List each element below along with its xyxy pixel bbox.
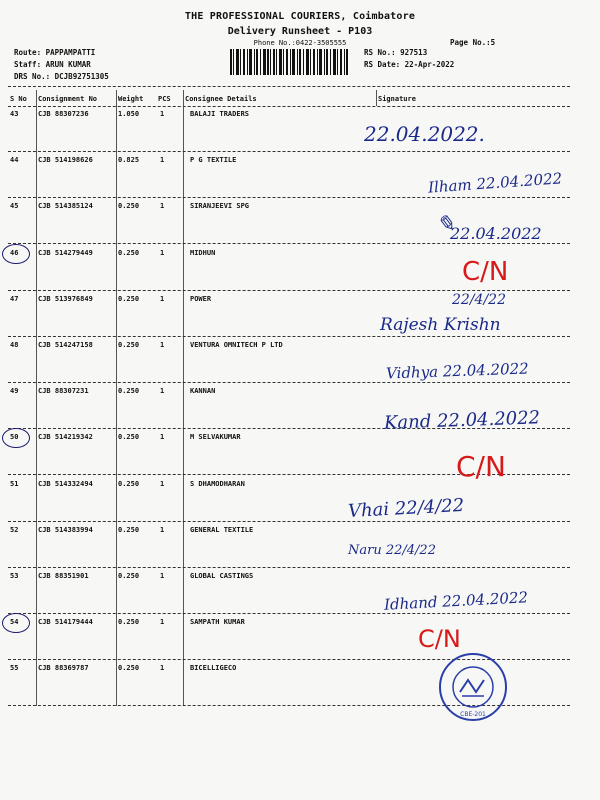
row-weight: 0.250 <box>118 202 140 211</box>
row-consignee: P G TEXTILE <box>190 156 237 165</box>
signature-51: Vhai 22/4/22 <box>347 494 465 523</box>
row-pcs: 1 <box>160 433 165 442</box>
row-weight: 0.250 <box>118 525 140 534</box>
signature-43: 22.04.2022. <box>364 122 485 146</box>
row-weight: 0.250 <box>118 618 140 627</box>
route-value: PAPPAMPATTI <box>45 48 96 57</box>
row-consignment-no: CJB 88307231 <box>38 387 89 396</box>
row-circle-mark <box>2 428 30 448</box>
row-pcs: 1 <box>160 664 165 673</box>
row-weight: 0.250 <box>118 479 140 488</box>
col-sno: S No <box>10 95 27 103</box>
row-consignment-no: CJB 514385124 <box>38 202 93 211</box>
row-sno: 48 <box>10 341 19 349</box>
col-divider-4 <box>376 90 377 106</box>
row-sno: 52 <box>10 525 19 534</box>
row-consignee: SAMPATH KUMAR <box>190 618 245 627</box>
row-sno: 43 <box>10 110 19 118</box>
row-consignee: GENERAL TEXTILE <box>190 525 254 534</box>
date-47: 22/4/22 <box>452 292 506 308</box>
row-pcs: 1 <box>160 618 165 627</box>
table-row <box>8 522 570 568</box>
signature-45: 22.04.2022 <box>450 224 542 243</box>
row-weight: 0.250 <box>118 387 140 396</box>
col-consignee: Consignee Details <box>185 95 257 103</box>
row-pcs: 1 <box>160 294 165 303</box>
row-weight: 0.250 <box>118 341 140 349</box>
row-weight: 0.825 <box>118 156 140 165</box>
row-consignment-no: CJB 514198626 <box>38 156 93 165</box>
row-sno: 45 <box>10 202 19 211</box>
table-row <box>8 106 570 152</box>
row-consignee: S DHAMODHARAN <box>190 479 245 488</box>
cn-mark-50: C/N <box>456 450 506 483</box>
row-consignment-no: CJB 514247158 <box>38 341 93 349</box>
header-top-rule <box>8 86 570 87</box>
rs-no-line <box>364 48 427 57</box>
row-sno: 47 <box>10 294 19 303</box>
signature-44: Ilham 22.04.2022 <box>427 169 563 197</box>
row-pcs: 1 <box>160 156 165 165</box>
rs-date-label: RS Date: <box>364 60 401 69</box>
signature-45-mark: ✎ <box>436 212 455 237</box>
signature-47: Rajesh Krishn <box>380 315 501 335</box>
signature-52: Naru 22/4/22 <box>348 543 436 558</box>
staff-label: Staff: <box>14 60 42 69</box>
row-weight: 0.250 <box>118 248 140 257</box>
row-sno: 49 <box>10 387 19 396</box>
row-consignee: MIDHUN <box>190 248 216 257</box>
row-consignment-no: CJB 514332494 <box>38 479 93 488</box>
row-consignment-no: CJB 88307236 <box>38 110 89 118</box>
rs-date-value: 22-Apr-2022 <box>404 60 455 69</box>
row-consignment-no: CJB 514383994 <box>38 525 93 534</box>
row-pcs: 1 <box>160 572 165 580</box>
drs-line <box>14 72 109 81</box>
rs-no-value: 927513 <box>400 48 428 57</box>
col-consignment: Consignment No <box>38 95 98 103</box>
row-weight: 1.050 <box>118 110 140 118</box>
rs-date-line <box>364 60 454 69</box>
route-line <box>14 48 95 57</box>
row-consignment-no: CJB 88351901 <box>38 572 89 580</box>
row-consignee: POWER <box>190 294 212 303</box>
row-pcs: 1 <box>160 110 165 118</box>
row-weight: 0.250 <box>118 572 140 580</box>
row-consignment-no: CJB 88369787 <box>38 664 89 673</box>
row-pcs: 1 <box>160 248 165 257</box>
rs-no-label: RS No.: <box>364 48 396 57</box>
row-sno: 54 <box>10 618 19 627</box>
staff-value: ARUN KUMAR <box>45 60 91 69</box>
phone-number: Phone No.:0422-3505555 <box>253 39 347 47</box>
row-consignment-no: CJB 514219342 <box>38 433 93 442</box>
runsheet-title: Delivery Runsheet - P103 <box>227 26 373 37</box>
col-pcs: PCS <box>158 95 171 103</box>
row-weight: 0.250 <box>118 433 140 442</box>
row-consignment-no: CJB 513976849 <box>38 294 93 303</box>
row-sno: 51 <box>10 479 19 488</box>
company-title: THE PROFESSIONAL COURIERS, Coimbatore <box>184 11 416 22</box>
row-pcs: 1 <box>160 525 165 534</box>
page-number: Page No.:5 <box>450 38 496 47</box>
row-consignee: GLOBAL CASTINGS <box>190 572 254 580</box>
row-consignee: SIRANJEEVI SPG <box>190 202 250 211</box>
col-signature: Signature <box>378 95 416 103</box>
row-weight: 0.250 <box>118 294 140 303</box>
company-stamp <box>438 652 508 722</box>
row-consignee: VENTURA OMNITECH P LTD <box>190 341 283 349</box>
cn-mark-46: C/N <box>462 257 509 287</box>
row-consignee: M SELVAKUMAR <box>190 433 241 442</box>
row-sno: 53 <box>10 572 19 580</box>
drs-value: DCJB92751305 <box>54 72 109 81</box>
signature-53: Idhand 22.04.2022 <box>383 588 529 614</box>
row-sno: 46 <box>10 248 19 257</box>
row-sno: 50 <box>10 433 19 442</box>
row-consignee: BICELLIGECO <box>190 664 237 673</box>
row-sno: 55 <box>10 664 19 673</box>
cn-mark-54: C/N <box>418 625 461 653</box>
row-pcs: 1 <box>160 341 165 349</box>
row-weight: 0.250 <box>118 664 140 673</box>
route-label: Route: <box>14 48 42 57</box>
signature-49: Kand 22.04.2022 <box>383 407 541 434</box>
staff-line <box>14 60 91 69</box>
drs-label: DRS No.: <box>14 72 51 81</box>
col-weight: Weight <box>118 95 144 103</box>
row-sno: 44 <box>10 156 19 165</box>
row-pcs: 1 <box>160 479 165 488</box>
svg-text:CBE-201: CBE-201 <box>460 711 486 718</box>
signature-48: Vidhya 22.04.2022 <box>385 359 529 383</box>
row-pcs: 1 <box>160 202 165 211</box>
row-consignee: KANNAN <box>190 387 216 396</box>
row-consignment-no: CJB 514279449 <box>38 248 93 257</box>
row-circle-mark <box>2 244 30 264</box>
row-pcs: 1 <box>160 387 165 396</box>
row-circle-mark <box>2 613 30 633</box>
barcode <box>230 49 348 75</box>
row-consignee: BALAJI TRADERS <box>190 110 250 118</box>
row-consignment-no: CJB 514179444 <box>38 618 93 627</box>
